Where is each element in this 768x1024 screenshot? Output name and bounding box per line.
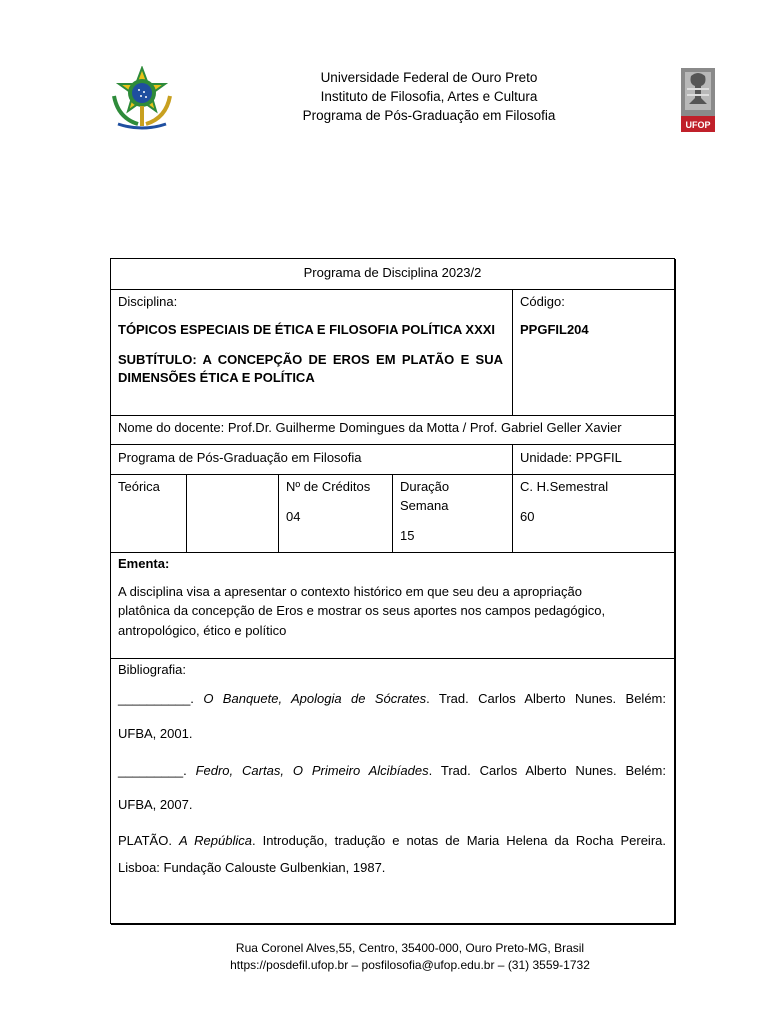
syllabus-line1: A disciplina visa a apresentar o contexto histórico em que seu deu a apropriação [118,584,582,599]
syllabus-line3: antropológico, ético e político [118,623,287,638]
ufop-logo-icon [681,68,715,132]
bib-2-rest: . Trad. Carlos Alberto Nunes. Belém: [428,763,666,778]
bib-entry-1 [118,689,666,709]
bib-1-line2: UFBA, 2001. [118,726,193,741]
workload-label: C. H.Semestral [520,479,609,494]
page-footer [0,940,768,974]
syllabus-line2: platônica da concepção de Eros e mostrar os seus aportes nos campos pedagógico, [118,603,606,618]
discipline-name: TÓPICOS ESPECIAIS DE ÉTICA E FILOSOFIA POLÍTICA XXXI [118,322,496,337]
ufop-logo-text: UFOP [685,120,711,130]
syllabus-row [111,552,674,659]
workload-value: 60 [520,509,535,524]
discipline-form-table [110,258,675,924]
duration-label-2: Semana [400,498,449,513]
footer-address: Rua Coronel Alves,55, Centro, 35400-000, Ouro Preto-MG, Brasil [235,941,585,955]
discipline-row [111,289,674,416]
program-label: Programa de Pós-Graduação em Filosofia [118,450,362,465]
bibliography-row [111,658,674,924]
teacher-row [111,415,674,445]
bibliography-label: Bibliografia: [118,662,186,677]
syllabus-label: Ementa: [118,556,170,571]
discipline-subtitle-line2: DIMENSÕES ÉTICA E POLÍTICA [118,370,315,385]
duration-value: 15 [400,528,415,543]
bib-3-author: PLATÃO. [118,833,179,848]
footer-contact: https://posdefil.ufop.br – posfilosofia@ufop.edu.br – (31) 3559-1732 [230,958,590,972]
bib-3-line2: Lisboa: Fundação Calouste Gulbenkian, 1987. [118,860,386,875]
discipline-subtitle-line1: SUBTÍTULO: A CONCEPÇÃO DE EROS EM PLATÃO E SUA [118,352,503,367]
discipline-label: Disciplina: [118,294,178,309]
form-title: Programa de Disciplina 2023/2 [303,265,482,280]
bib-2-title: Fedro, Cartas, O Primeiro Alcibíades [195,763,429,778]
bib-1-blank: __________. [118,691,194,706]
title-row [111,259,674,289]
bib-entry-3 [118,831,666,851]
unit-label: Unidade: PPGFIL [520,450,622,465]
credits-label: Nº de Créditos [286,479,371,494]
credits-value: 04 [286,509,301,524]
credits-row [111,474,674,553]
bib-2-line2: UFBA, 2007. [118,797,193,812]
institution-header [0,68,768,125]
teacher-names: Nome do docente: Prof.Dr. Guilherme Domingues da Motta / Prof. Gabriel Geller Xavier [118,420,622,435]
bib-2-blank: _________. [118,763,187,778]
university-name: Universidade Federal de Ouro Preto [320,70,538,85]
bib-1-title: O Banquete, Apologia de Sócrates [203,691,427,706]
duration-label-1: Duração [400,479,450,494]
institute-name: Instituto de Filosofia, Artes e Cultura [320,89,538,104]
code-label: Código: [520,294,565,309]
bib-3-title: A República [178,833,252,848]
program-name: Programa de Pós-Graduação em Filosofia [302,108,556,123]
program-row [111,444,674,475]
code-value: PPGFIL204 [520,322,589,337]
theoretical-label: Teórica [118,479,160,494]
bib-3-rest: . Introdução, tradução e notas de Maria Helena da Rocha Pereira. [251,833,666,848]
bib-1-rest: . Trad. Carlos Alberto Nunes. Belém: [426,691,666,706]
bib-entry-2 [118,761,666,781]
